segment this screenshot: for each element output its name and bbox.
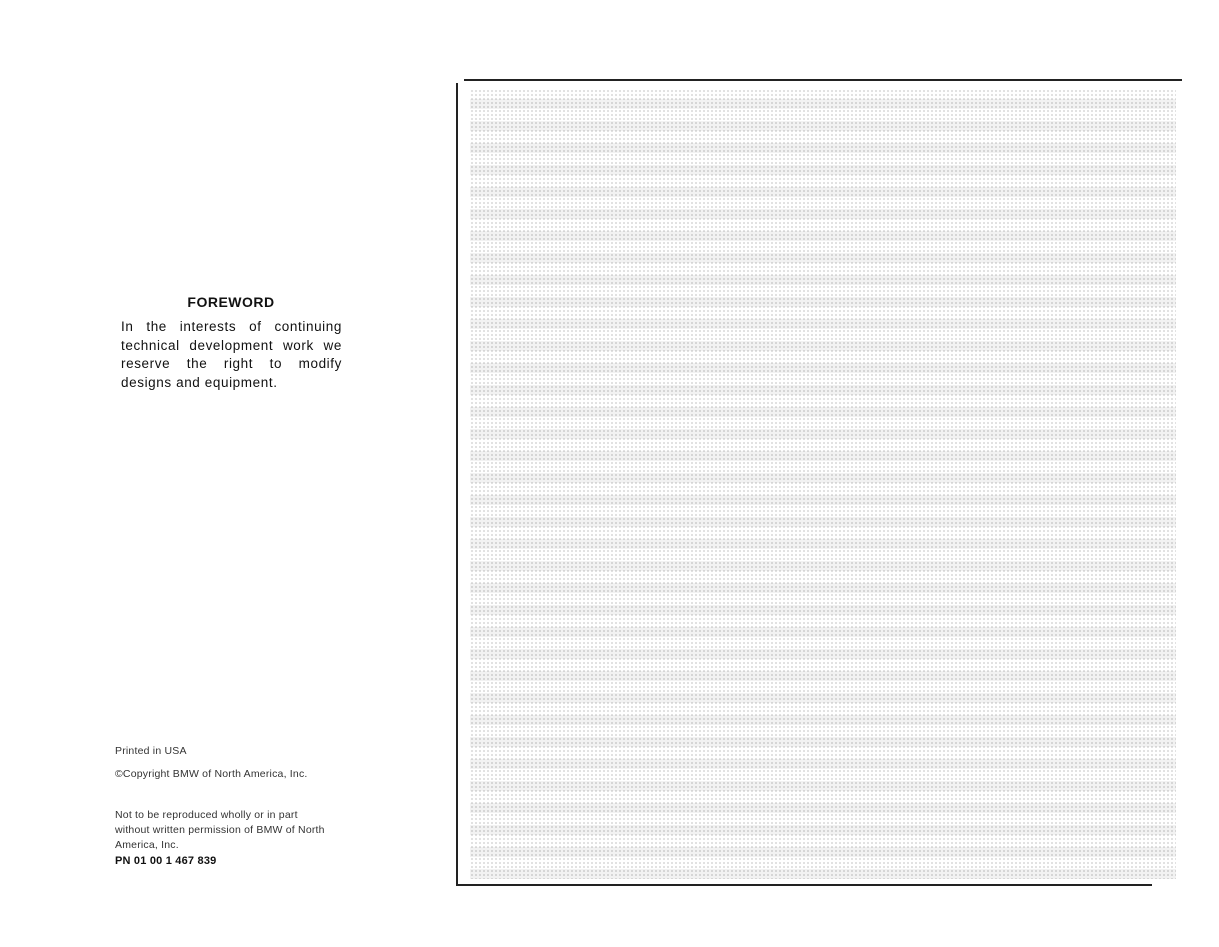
printed-in-label: Printed in USA bbox=[115, 745, 187, 757]
panel-left-border bbox=[456, 83, 458, 886]
panel-top-border bbox=[464, 79, 1182, 81]
faded-page-panel bbox=[456, 79, 1182, 884]
foreword-body: In the interests of continuing technical development work we reserve the right to modify designs and equipment. bbox=[121, 319, 342, 390]
faded-text-rows bbox=[470, 89, 1176, 879]
foreword-title: FOREWORD bbox=[187, 294, 275, 310]
copyright-notice: ©Copyright BMW of North America, Inc. bbox=[115, 768, 308, 780]
reproduction-notice: Not to be reproduced wholly or in part without written permission of BMW of North America, Inc. bbox=[115, 809, 325, 851]
part-number: PN 01 00 1 467 839 bbox=[115, 855, 217, 867]
panel-bottom-border bbox=[456, 884, 1152, 886]
